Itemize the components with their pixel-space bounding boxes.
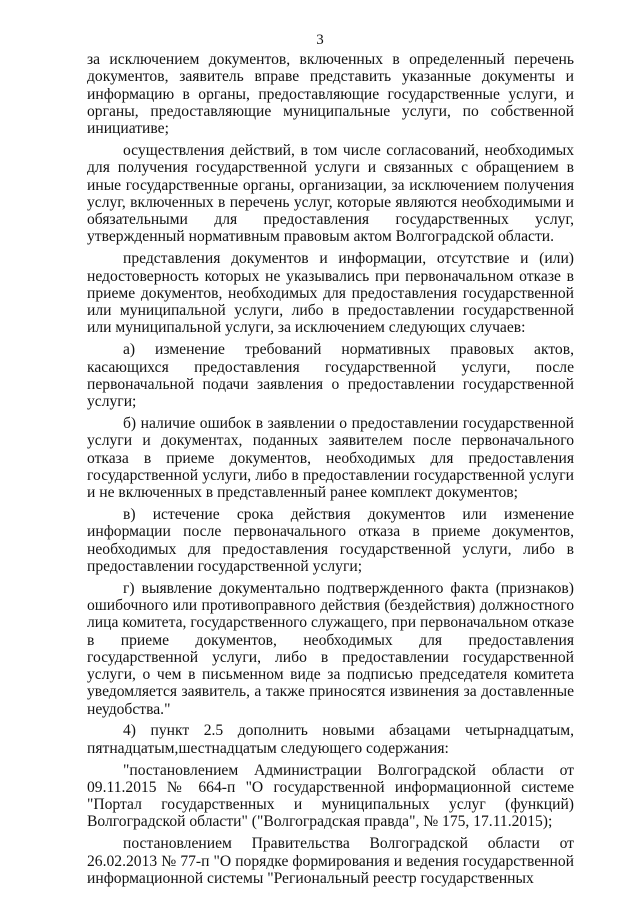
paragraph: постановлением Правительства Волгоградской области от 26.02.2013 № 77-п "О порядке формирования и ведения государственной информационной системы "Региональный реестр государственных bbox=[87, 835, 574, 887]
page-number: 3 bbox=[316, 32, 324, 48]
paragraph: в) истечение срока действия документов или изменение информации после первоначального отказа в приеме документов, необходимых для предоставления государственной услуги, либо в предоставлении государственной услуги; bbox=[87, 505, 574, 575]
paragraph: б) наличие ошибок в заявлении о предоставлении государственной услуги и документах, поданных заявителем после первоначального отказа в приеме документов, необходимых для предоставления государственной услуги, либо в предоставлении государственной услуги и не включенных в представленный ранее комплект документов; bbox=[87, 414, 574, 502]
paragraph: г) выявление документально подтвержденного факта (признаков) ошибочного или противоправного действия (бездействия) должностного лица комитета, государственного служащего, при первоначальном отказе в приеме документов, необходимых для предоставления государственной услуги, либо в предоставлении государственной услуги, о чем в письменном виде за подписью председателя комитета уведомляется заявитель, а также приносятся извинения за доставленные неудобства." bbox=[87, 579, 574, 718]
paragraph: осуществления действий, в том числе согласований, необходимых для получения государственной услуги и связанных с обращением в иные государственные органы, организации, за исключением получения услуг, включенных в перечень услуг, которые являются необходимыми и обязательными для предоставления государственных услуг, утвержденный нормативным правовым актом Волгоградской области. bbox=[87, 141, 574, 246]
paragraph: представления документов и информации, отсутствие и (или) недостоверность которых не указывались при первоначальном отказе в приеме документов, необходимых для предоставления государственной или муниципальной услуги, либо в предоставлении государственной или муниципальной услуги, за исключением следующих случаев: bbox=[87, 250, 574, 337]
paragraph: "постановлением Администрации Волгоградской области от 09.11.2015 № 664-п "О государственной информационной системе "Портал государственных и муниципальных услуг (функций) Волгоградской области" ("Волгоградская правда", № 175, 17.11.2015); bbox=[87, 761, 574, 831]
paragraph: а) изменение требований нормативных правовых актов, касающихся предоставления государственной услуги, после первоначальной подачи заявления о предоставлении государственной услуги; bbox=[87, 341, 574, 411]
paragraph: 4) пункт 2.5 дополнить новыми абзацами четырнадцатым, пятнадцатым,шестнадцатым следующего содержания: bbox=[87, 722, 574, 757]
document-body bbox=[87, 51, 574, 892]
paragraph: за исключением документов, включенных в определенный перечень документов, заявитель вправе представить указанные документы и информацию в органы, предоставляющие государственные услуги, и органы, предоставляющие муниципальные услуги, по собственной инициативе; bbox=[87, 51, 574, 138]
